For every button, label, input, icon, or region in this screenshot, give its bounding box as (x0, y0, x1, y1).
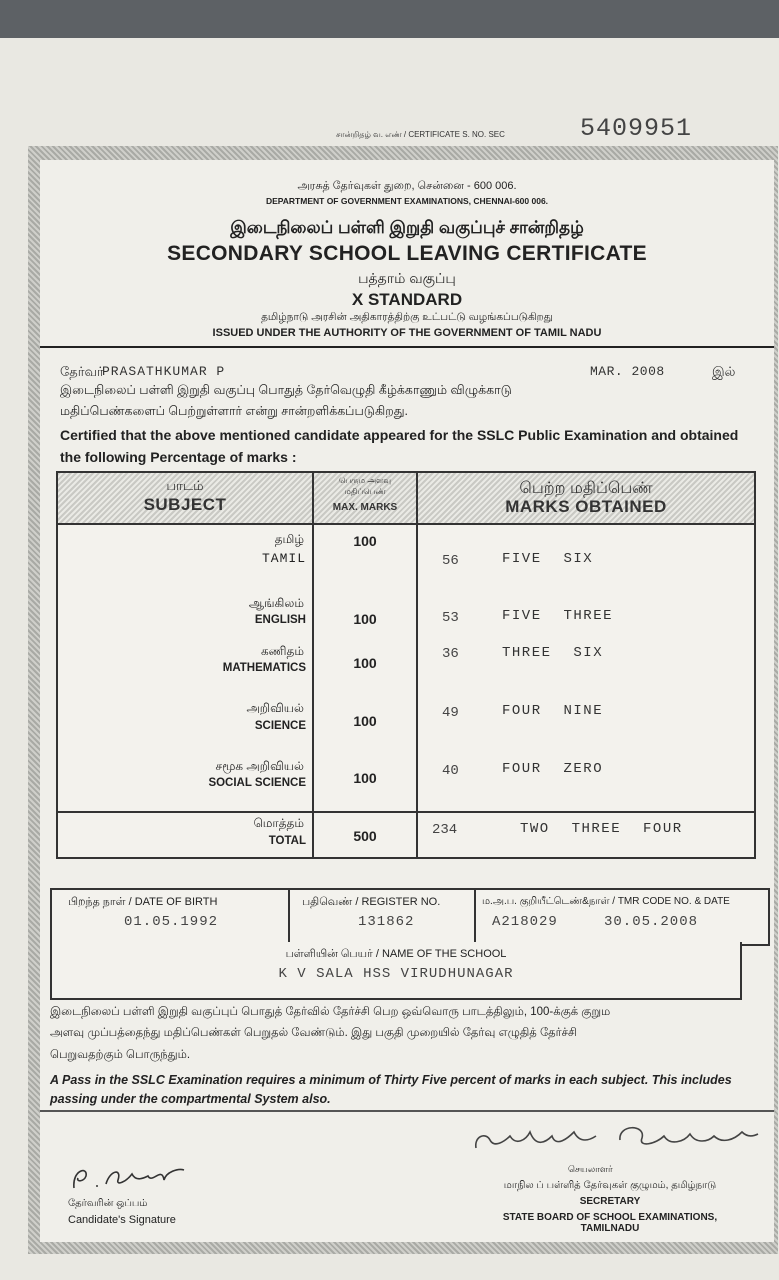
subject-name: TAMIL (261, 551, 306, 566)
marks-number: 36 (442, 646, 459, 662)
secretary-title: SECRETARY (579, 1196, 641, 1207)
tmr-code: A218029 (492, 914, 558, 930)
marks-words: FOUR ZERO (502, 761, 604, 777)
header-divider (40, 346, 774, 348)
marks-table (56, 471, 756, 859)
marks-obtained-header-tamil: பெற்ற மதிப்பெண் (519, 480, 653, 497)
board-name: STATE BOARD OF SCHOOL EXAMINATIONS, TAMILNADU (502, 1212, 718, 1234)
secretary-title-tamil: செயலாளர் (568, 1164, 613, 1174)
candidate-signature-label-tamil: தேர்வரின் ஒப்பம் (68, 1198, 148, 1209)
pass-note-tamil-3: பெறுவதற்கும் பொருந்தும். (50, 1049, 191, 1061)
secretary-signature-image (470, 1118, 760, 1162)
marks-number: 40 (442, 763, 459, 779)
max-marks: 100 (353, 713, 377, 729)
pass-note-english: A Pass in the SSLC Examination requires a minimum of Thirty Five percent of marks in each subject. This includes passing under the compartmental System also. (50, 1073, 732, 1106)
max-marks: 100 (353, 611, 377, 627)
certificate-body (40, 160, 774, 1242)
certified-statement-english: Certified that the above mentioned candidate appeared for the SSLC Public Examination and obtained the following Percentage of marks : (60, 427, 739, 465)
school-name-label: பள்ளியின் பெயர் / NAME OF THE SCHOOL (285, 948, 507, 960)
certified-statement-tamil-2: மதிப்பெண்களைப் பெற்றுள்ளார் என்று சான்றளிக்கப்படுகிறது. (60, 404, 409, 418)
signature-divider (40, 1110, 774, 1112)
subject-name: ENGLISH (254, 614, 306, 626)
standard-tamil: பத்தாம் வகுப்பு (358, 270, 456, 286)
dept-name-english: DEPARTMENT OF GOVERNMENT EXAMINATIONS, CHENNAI-600 006. (265, 196, 549, 206)
column-divider (416, 473, 418, 857)
subject-name: SOCIAL SCIENCE (208, 777, 306, 789)
dob-label: பிறந்த நாள் / DATE OF BIRTH (68, 896, 218, 908)
marks-words: FIVE THREE (502, 608, 614, 624)
standard-english: X STANDARD (351, 290, 463, 309)
subject-name: MATHEMATICS (222, 662, 306, 674)
marks-table-header (58, 473, 754, 525)
certified-statement-tamil-1: இடைநிலைப் பள்ளி இறுதி வகுப்பு பொதுத் தேர்வெழுதி கீழ்க்காணும் விழுக்காடு (60, 383, 512, 397)
issued-authority-tamil: தமிழ்நாடு அரசின் அதிகாரத்திற்கு உட்பட்டு வழங்கப்படுகிறது (261, 311, 553, 323)
total-max-marks: 500 (353, 828, 377, 844)
candidate-signature-label: Candidate's Signature (68, 1214, 176, 1226)
pass-note-tamil-2: அளவு முப்பத்தைந்து மதிப்பெண்கள் பெறுதல் வேண்டும். இது பகுதி முறையில் தேர்வு எழுதித் தேர்ச்சி (50, 1027, 577, 1039)
marks-words: FIVE SIX (502, 551, 594, 567)
tmr-code-label: ம.அ.ப. குறியீட்டெண்&நாள் / TMR CODE NO. & DATE (482, 896, 730, 907)
tmr-date: 30.05.2008 (604, 914, 699, 930)
register-no-label: பதிவெண் / REGISTER NO. (302, 896, 441, 908)
marks-words: FOUR NINE (502, 703, 604, 719)
certificate-no-label: சான்றிதழ் வ. எண் / CERTIFICATE S. NO. SEC (336, 130, 505, 139)
candidate-info-box (50, 888, 770, 946)
school-name: K V SALA HSS VIRUDHUNAGAR (278, 966, 514, 982)
subject-header: SUBJECT (143, 495, 227, 514)
certificate-no: 5409951 (580, 114, 693, 143)
info-divider (474, 890, 476, 944)
max-marks-header-tamil-1: பெரும அளவு (338, 476, 392, 485)
candidate-name: PRASATHKUMAR P (102, 364, 226, 379)
exam-date-suffix: இல் (712, 364, 736, 379)
subject-name-tamil: சமூக அறிவியல் (215, 759, 304, 773)
max-marks: 100 (353, 655, 377, 671)
total-label-tamil: மொத்தம் (253, 816, 304, 830)
register-no: 131862 (358, 914, 415, 930)
board-name-tamil: மாநில ப் பள்ளித் தேர்வுகள் குழுமம், தமிழ்நாடு (503, 1180, 717, 1191)
candidate-label: தேர்வர் (60, 364, 104, 379)
date-of-birth: 01.05.1992 (124, 914, 219, 930)
max-marks-header: MAX. MARKS (332, 502, 398, 513)
marks-number: 53 (442, 610, 459, 626)
total-divider (58, 811, 754, 813)
certificate-frame (28, 146, 778, 1254)
max-marks: 100 (353, 770, 377, 786)
background-top (0, 0, 779, 40)
pass-note-tamil-1: இடைநிலைப் பள்ளி இறுதி வகுப்புப் பொதுத் தேர்வில் தேர்ச்சி பெற ஒவ்வொரு பாடத்திலும், 100-க்குக் குறும (50, 1006, 611, 1018)
candidate-signature-image (66, 1160, 196, 1196)
marks-number: 56 (442, 553, 459, 569)
title-tamil: இடைநிலைப் பள்ளி இறுதி வகுப்புச் சான்றிதழ் (230, 218, 584, 237)
max-marks: 100 (353, 533, 377, 549)
total-label: TOTAL (268, 835, 306, 847)
total-marks-words: TWO THREE FOUR (520, 821, 683, 837)
subject-name-tamil: கணிதம் (261, 644, 304, 658)
marks-words: THREE SIX (502, 645, 604, 661)
dept-name-tamil: அரசுத் தேர்வுகள் துறை, சென்னை - 600 006. (297, 180, 517, 192)
total-marks-number: 234 (432, 822, 458, 838)
subject-name-tamil: ஆங்கிலம் (248, 596, 304, 610)
marks-number: 49 (442, 705, 459, 721)
school-box (50, 942, 742, 1000)
subject-name-tamil: தமிழ் (274, 532, 304, 546)
exam-date: MAR. 2008 (590, 364, 665, 379)
marks-obtained-header: MARKS OBTAINED (505, 497, 667, 516)
info-divider (288, 890, 290, 944)
title-english: SECONDARY SCHOOL LEAVING CERTIFICATE (167, 242, 647, 265)
max-marks-header-tamil-2: மதிப்பெண் (344, 487, 386, 496)
issued-authority-english: ISSUED UNDER THE AUTHORITY OF THE GOVERNMENT OF TAMIL NADU (212, 327, 602, 339)
subject-name: SCIENCE (254, 720, 306, 732)
subject-name-tamil: அறிவியல் (246, 701, 304, 715)
subject-header-tamil: பாடம் (166, 478, 204, 493)
